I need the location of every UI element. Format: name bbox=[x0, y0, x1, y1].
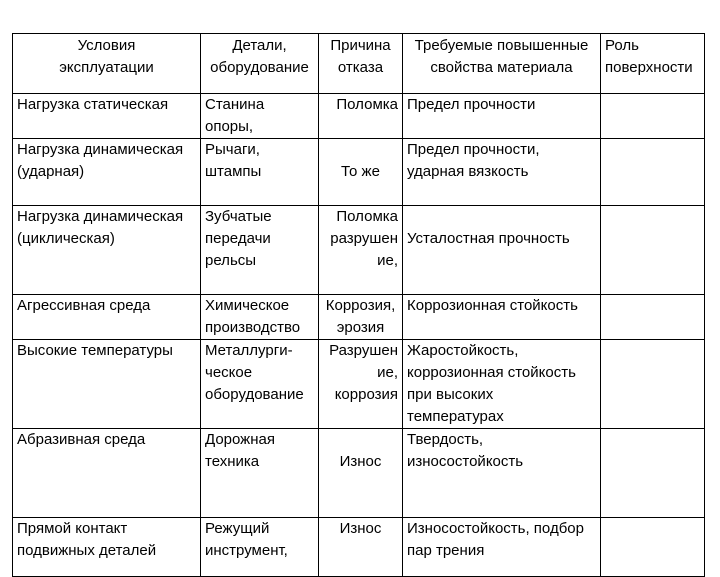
header-properties: Требуемые повышенные свойства материала bbox=[403, 34, 601, 94]
table-row bbox=[13, 340, 705, 429]
cell-role bbox=[601, 139, 705, 206]
cell-cause: Износ bbox=[319, 429, 403, 518]
cell-role bbox=[601, 429, 705, 518]
cell-properties: Твердость, износостойкость bbox=[403, 429, 601, 518]
header-parts: Детали, оборудование bbox=[201, 34, 319, 94]
cell-parts: Металлурги- ческое оборудование bbox=[201, 340, 319, 429]
header-cause: Причина отказа bbox=[319, 34, 403, 94]
cell-cause: Поломка bbox=[319, 94, 403, 139]
cell-properties: Коррозионная стойкость bbox=[403, 295, 601, 340]
cell-role bbox=[601, 295, 705, 340]
cell-parts: Дорожная техника bbox=[201, 429, 319, 518]
cell-conditions: Нагрузка статическая bbox=[13, 94, 201, 139]
cell-parts: Зубчатые передачи рельсы bbox=[201, 206, 319, 295]
table-row bbox=[13, 295, 705, 340]
table-row bbox=[13, 429, 705, 518]
cell-cause: Разрушен ие, коррозия bbox=[319, 340, 403, 429]
table-row bbox=[13, 206, 705, 295]
cell-parts: Режущий инструмент, bbox=[201, 518, 319, 577]
table-row bbox=[13, 94, 705, 139]
cell-parts: Станина опоры, bbox=[201, 94, 319, 139]
table-row bbox=[13, 139, 705, 206]
cell-conditions: Нагрузка динамическая (ударная) bbox=[13, 139, 201, 206]
table-row bbox=[13, 518, 705, 577]
cell-properties: Предел прочности bbox=[403, 94, 601, 139]
cell-role bbox=[601, 94, 705, 139]
cell-parts: Химическое производство bbox=[201, 295, 319, 340]
cell-role bbox=[601, 340, 705, 429]
cell-cause: То же bbox=[319, 139, 403, 206]
cell-parts: Рычаги, штампы bbox=[201, 139, 319, 206]
table-header-row bbox=[13, 34, 705, 94]
cell-cause: Коррозия, эрозия bbox=[319, 295, 403, 340]
cell-cause: Поломка разрушен ие, bbox=[319, 206, 403, 295]
header-conditions: Условия эксплуатации bbox=[13, 34, 201, 94]
cell-role bbox=[601, 206, 705, 295]
cell-conditions: Высокие температуры bbox=[13, 340, 201, 429]
materials-properties-table bbox=[12, 33, 705, 577]
cell-properties: Предел прочности, ударная вязкость bbox=[403, 139, 601, 206]
cell-cause: Износ bbox=[319, 518, 403, 577]
cell-conditions: Нагрузка динамическая (циклическая) bbox=[13, 206, 201, 295]
cell-properties: Усталостная прочность bbox=[403, 206, 601, 295]
header-role: Роль поверхности bbox=[601, 34, 705, 94]
cell-conditions: Агрессивная среда bbox=[13, 295, 201, 340]
cell-properties: Жаростойкость, коррозионная стойкость при высоких температурах bbox=[403, 340, 601, 429]
cell-role bbox=[601, 518, 705, 577]
cell-conditions: Прямой контакт подвижных деталей bbox=[13, 518, 201, 577]
document-page bbox=[12, 33, 708, 577]
cell-properties: Износостойкость, подбор пар трения bbox=[403, 518, 601, 577]
cell-conditions: Абразивная среда bbox=[13, 429, 201, 518]
